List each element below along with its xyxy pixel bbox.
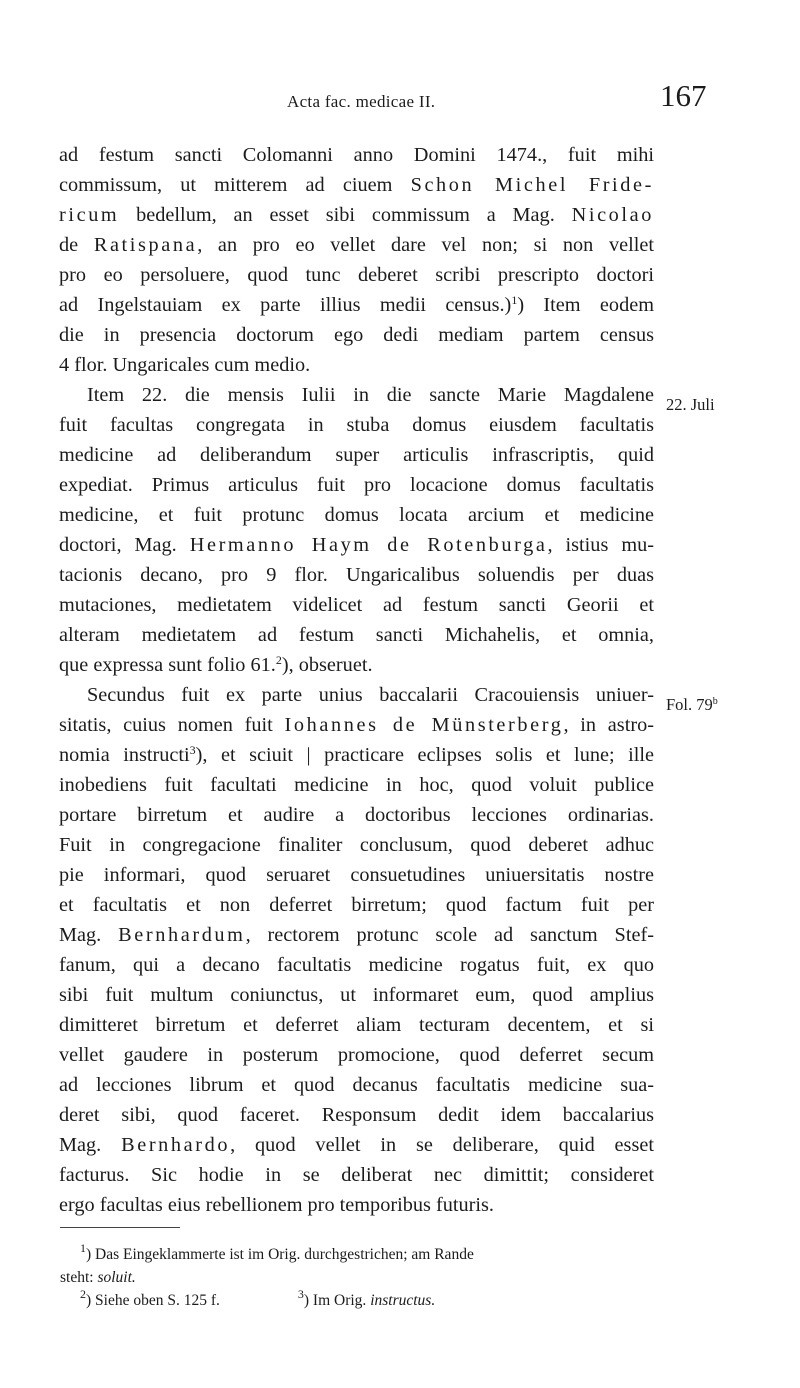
text-segment: que expressa sunt folio 61.	[59, 654, 276, 676]
text-line	[59, 1010, 654, 1040]
text-line	[59, 470, 654, 500]
text-line	[59, 140, 654, 170]
text-line	[59, 290, 654, 320]
text-segment: ad Ingelstauiam ex parte illius medii census.)	[59, 294, 512, 316]
margin-note-text: 22. Juli	[666, 395, 715, 414]
text-segment: , istius mu-	[547, 534, 654, 556]
text-segment: vellet gaudere in posterum promocione, quod deferret secum	[59, 1044, 654, 1066]
spaced-name: Bernhardum	[118, 924, 246, 946]
footnotes	[60, 1243, 655, 1312]
text-segment: pie informari, quod seruaret consuetudines uniuersitatis nostre	[59, 864, 654, 886]
text-segment: et facultatis et non deferret birretum; quod factum fuit per	[59, 894, 654, 916]
text-segment: , quod vellet in se deliberare, quid esset	[230, 1134, 654, 1156]
text-line	[59, 710, 654, 740]
text-segment: ad festum sancti Colomanni anno Domini 1474., fuit mihi	[59, 144, 654, 166]
text-segment: fuit facultas congregata in stuba domus eiusdem facultatis	[59, 414, 654, 436]
margin-note-sup: b	[712, 696, 718, 707]
text-segment: Mag.	[59, 1134, 122, 1156]
text-segment: mutaciones, medietatem videlicet ad festum sancti Georii et	[59, 594, 654, 616]
text-line	[59, 1070, 654, 1100]
text-segment: bedellum, an esset sibi commissum a Mag.	[119, 204, 572, 226]
text-line	[59, 1190, 654, 1220]
text-line	[59, 1130, 654, 1160]
spaced-name: Ratispana	[93, 234, 198, 256]
text-line	[59, 440, 654, 470]
footnote-1	[60, 1243, 655, 1266]
text-segment: ), obseruet.	[281, 654, 373, 676]
spaced-name: Iohannes de Münsterberg	[284, 714, 564, 736]
text-segment: medicine, et fuit protunc domus locata arcium et medicine	[59, 504, 654, 526]
spaced-name: Nicolao	[571, 204, 654, 226]
text-line	[59, 950, 654, 980]
footnote-ref: 3	[189, 743, 196, 757]
text-line	[59, 380, 654, 410]
spaced-name: Schon Michel Fride-	[410, 174, 654, 196]
text-segment: dimitteret birretum et deferret aliam tecturam decentem, et si	[59, 1014, 654, 1036]
spaced-name: Hermanno Haym de Rotenburga	[189, 534, 548, 556]
text-line	[59, 620, 654, 650]
text-segment: alteram medietatem ad festum sancti Michahelis, et omnia,	[59, 624, 654, 646]
text-line	[59, 560, 654, 590]
text-segment: pro eo persoluere, quod tunc deberet scribi prescripto doctori	[59, 264, 654, 286]
footnote-rule	[60, 1227, 180, 1228]
text-line	[59, 530, 654, 560]
text-segment: Secundus fuit ex parte unius baccalarii Cracouiensis uniuer-	[87, 684, 654, 706]
text-segment: de	[59, 234, 94, 256]
text-segment: ) Item eodem	[517, 294, 654, 316]
text-line	[59, 1160, 654, 1190]
text-segment: deret sibi, quod faceret. Responsum dedit idem baccalarius	[59, 1104, 654, 1126]
page-number: 167	[660, 78, 707, 113]
text-line	[59, 800, 654, 830]
body-text	[59, 140, 654, 1220]
text-line	[59, 650, 654, 680]
footnote-1-cont-text: steht:	[60, 1269, 98, 1286]
margin-note-text: Fol. 79	[666, 695, 713, 714]
text-segment: doctori, Mag.	[59, 534, 190, 556]
text-segment: ad lecciones librum et quod decanus facultatis medicine sua-	[59, 1074, 654, 1096]
margin-note-date	[666, 395, 715, 415]
text-segment: , rectorem protunc scole ad sanctum Stef-	[245, 924, 654, 946]
footnote-3-text: ) Im Orig.	[303, 1292, 371, 1309]
page-header	[0, 78, 800, 118]
margin-note-folio	[666, 695, 718, 715]
footnote-1-cont-italic: soluit.	[97, 1269, 136, 1286]
text-segment: expediat. Primus articulus fuit pro locacione domus facultatis	[59, 474, 654, 496]
text-segment: 4 flor. Ungaricales cum medio.	[59, 354, 311, 376]
text-segment: medicine ad deliberandum super articulis infrascriptis, quid	[59, 444, 654, 466]
text-line	[59, 260, 654, 290]
text-line	[59, 320, 654, 350]
text-segment: ergo facultas eius rebellionem pro temporibus futuris.	[59, 1194, 494, 1216]
text-segment: tacionis decano, pro 9 flor. Ungaricalibus soluendis per duas	[59, 564, 654, 586]
text-line	[59, 890, 654, 920]
footnote-1-text: ) Das Eingeklammerte ist im Orig. durchgestrichen; am Rande	[86, 1246, 474, 1263]
text-line	[59, 230, 654, 260]
text-line	[59, 500, 654, 530]
footnote-ref: 1	[511, 293, 518, 307]
text-line	[59, 830, 654, 860]
footnote-2-mark: 2	[80, 1287, 86, 1301]
spaced-name: ricum	[59, 204, 120, 226]
text-line	[59, 680, 654, 710]
text-segment: commissum, ut mitterem ad ciuem	[59, 174, 411, 196]
footnote-ref: 2	[275, 653, 282, 667]
text-line	[59, 170, 654, 200]
footnote-1-continuation	[60, 1266, 655, 1289]
text-segment: sibi fuit multum coniunctus, ut informaret eum, quod amplius	[59, 984, 654, 1006]
text-line	[59, 1040, 654, 1070]
text-segment: portare birretum et audire a doctoribus lecciones ordinarias.	[59, 804, 654, 826]
text-segment: inobediens fuit facultati medicine in hoc, quod voluit publice	[59, 774, 654, 796]
text-segment: facturus. Sic hodie in se deliberat nec dimittit; consideret	[59, 1164, 654, 1186]
footnote-2-text: ) Siehe oben S. 125 f.	[86, 1292, 220, 1309]
text-line	[59, 1100, 654, 1130]
text-line	[59, 980, 654, 1010]
footnote-3-mark: 3	[297, 1287, 304, 1301]
text-segment: fanum, qui a decano facultatis medicine rogatus fuit, ex quo	[59, 954, 654, 976]
text-segment: , an pro eo vellet dare vel non; si non vellet	[197, 234, 654, 256]
spaced-name: Bernhardo	[121, 1134, 231, 1156]
text-segment: ), et sciuit | practicare eclipses solis et lune; ille	[195, 744, 655, 766]
text-line	[59, 410, 654, 440]
text-segment: Mag.	[59, 924, 119, 946]
footnote-3-italic: instructus.	[370, 1292, 436, 1309]
text-segment: Item 22. die mensis Iulii in die sancte Marie Magdalene	[87, 384, 654, 406]
text-line	[59, 920, 654, 950]
footnotes-2-3	[60, 1289, 655, 1312]
text-segment: sitatis, cuius nomen fuit	[59, 714, 285, 736]
text-line	[59, 740, 654, 770]
text-segment: Fuit in congregacione finaliter conclusum, quod deberet adhuc	[59, 834, 654, 856]
text-line	[59, 590, 654, 620]
text-line	[59, 860, 654, 890]
text-line	[59, 770, 654, 800]
text-line	[59, 350, 654, 380]
text-segment: , in astro-	[563, 714, 654, 736]
footnote-1-mark: 1	[80, 1241, 86, 1255]
text-line	[59, 200, 654, 230]
running-head: Acta fac. medicae II.	[287, 92, 436, 111]
text-segment: nomia instructi	[59, 744, 190, 766]
text-segment: die in presencia doctorum ego dedi mediam partem census	[59, 324, 654, 346]
